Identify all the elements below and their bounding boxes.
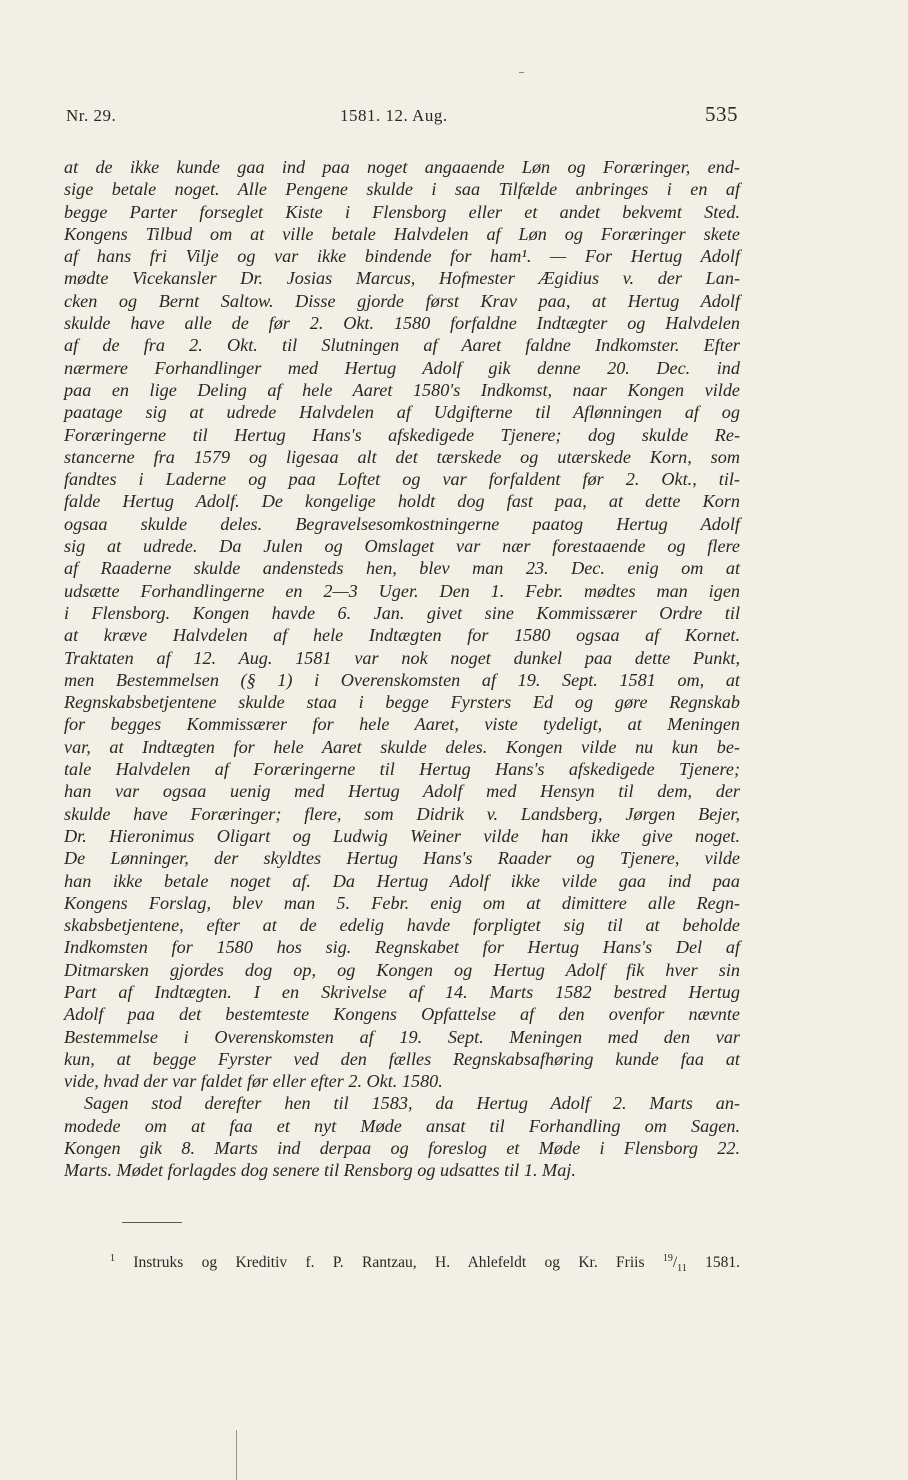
footnote-date-sup: 19 [662,1252,673,1264]
text-line: at de ikke kunde gaa ind paa noget angaaende Løn og Foræringer, end- [64,157,740,177]
text-line: skulde have alle de før 2. Okt. 1580 forfaldne Indtægter og Halvdelen [64,313,740,334]
text-line: nærmere Forhandlinger med Hertug Adolf gik denne 20. Dec. ind [64,357,740,378]
text-line: for begges Kommissærer for hele Aaret, viste tydeligt, at Meningen [64,714,740,735]
text-line: af hans fri Vilje og var ikke bindende for ham¹. — For Hertug Adolf [64,246,740,267]
footnote-rule [122,1222,182,1223]
text-line: Kongens Forslag, blev man 5. Febr. enig om at dimittere alle Regn- [64,892,740,913]
top-mark [519,72,524,73]
text-line: udsætte Forhandlingerne en 2—3 Uger. Den 1. Febr. mødtes man igen [64,580,740,601]
text-line: Indkomsten for 1580 hos sig. Regnskabet for Hertug Hans's Del af [64,937,740,958]
footnote-marker: 1 [110,1252,115,1264]
text-line: af Raaderne skulde andensteds hen, blev man 23. Dec. enig om at [64,558,740,579]
page-edge [228,1430,237,1480]
text-line: Adolf paa det bestemteste Kongens Opfattelse af den ovenfor nævnte [64,1004,740,1025]
body-text [64,156,740,1182]
text-line: tale Halvdelen af Foræringerne til Hertug Hans's afskedigede Tjenere; [64,759,740,780]
text-line: sig at udrede. Da Julen og Omslaget var nær forestaaende og flere [64,536,740,557]
footnote-text: Instruks og Kreditiv f. P. Rantzau, H. Ahlefeldt og Kr. Friis [133,1254,663,1271]
footnote-year: 1581. [686,1254,741,1271]
text-line: paatage sig at udrede Halvdelen af Udgifterne til Aflønningen af og [64,402,740,423]
text-line: han var ogsaa uenig med Hertug Adolf med Hensyn til dem, der [64,781,740,802]
text-line: begge Parter forseglet Kiste i Flensborg eller et andet bekvemt Sted. [64,201,740,222]
document-number: Nr. 29. [66,106,117,125]
text-line: ogsaa skulde deles. Begravelsesomkostningerne paatog Hertug Adolf [64,513,740,534]
page-number: 535 [705,102,738,126]
running-header [66,102,738,134]
text-line: stancerne fra 1579 og ligesaa alt det tærskede og utærskede Korn, som [64,446,740,467]
text-line: cken og Bernt Saltow. Disse gjorde først Krav paa, at Hertug Adolf [64,290,740,311]
text-line: Regnskabsbetjentene skulde staa i begge Fyrsters Ed og gøre Regnskab [64,692,740,713]
text-line: Traktaten af 12. Aug. 1581 var nok noget dunkel paa dette Punkt, [64,647,740,668]
text-line: paa en lige Deling af hele Aaret 1580's Indkomst, naar Kongen vilde [64,379,740,400]
text-line: af de fra 2. Okt. til Slutningen af Aaret faldne Indkomster. Efter [64,335,740,356]
text-line: skabsbetjentene, efter at de edelig havde forpligtet sig til at beholde [64,915,740,936]
header-date: 1581. 12. Aug. [340,106,448,125]
text-line: modede om at faa et nyt Møde ansat til Forhandling om Sagen. [64,1115,740,1136]
text-line: i Flensborg. Kongen havde 6. Jan. givet sine Kommissærer Ordre til [64,602,740,623]
text-line: at kræve Halvdelen af hele Indtægten for 1580 ogsaa af Kornet. [64,625,740,646]
text-line: Bestemmelse i Overenskomsten af 19. Sept. Meningen med den var [64,1026,740,1047]
text-line: Kongen gik 8. Marts ind derpaa og foreslog et Møde i Flensborg 22. [64,1138,740,1159]
text-line: Part af Indtægten. I en Skrivelse af 14. Marts 1582 bestred Hertug [64,981,740,1002]
text-line: De Lønninger, der skyldtes Hertug Hans's Raader og Tjenere, vilde [64,848,740,869]
text-line: var, at Indtægten for hele Aaret skulde deles. Kongen vilde nu kun be- [64,736,740,757]
text-line: Dr. Hieronimus Oligart og Ludwig Weiner vilde han ikke give noget. [64,825,740,846]
text-line: skulde have Foræringer; flere, som Didrik v. Landsberg, Jørgen Bejer, [64,803,740,824]
text-line: sige betale noget. Alle Pengene skulde i saa Tilfælde anbringes i en af [64,179,740,200]
text-line: fandtes i Laderne og paa Loftet og var forfaldent før 2. Okt., til- [64,469,740,490]
text-line: han ikke betale noget af. Da Hertug Adolf ikke vilde gaa ind paa [64,870,740,891]
text-line: men Bestemmelsen (§ 1) i Overenskomsten af 19. Sept. 1581 om, at [64,669,740,690]
text-line: mødte Vicekansler Dr. Josias Marcus, Hofmester Ægidius v. der Lan- [64,268,740,289]
footnote: $^1$ Instruks og Kreditiv f. P. Rantzau, H. Ahlefeldt og Kr. Friis $^{19}/_{11}$ 1581. [110,1252,741,1275]
text-line: Ditmarsken gjordes dog op, og Kongen og Hertug Adolf fik hver sin [64,959,740,980]
text-line: Sagen stod derefter hen til 1583, da Hertug Adolf 2. Marts an- [84,1093,740,1114]
text-line: Kongens Tilbud om at ville betale Halvdelen af Løn og Foræringer skete [64,223,740,244]
text-line: Foræringerne til Hertug Hans's afskedigede Tjenere; dog skulde Re- [64,424,740,445]
footnote-date-sub: 11 [677,1263,687,1275]
text-line: Marts. Mødet forlagdes dog senere til Rensborg og udsattes til 1. Maj. [64,1160,576,1181]
text-line: kun, at begge Fyrster ved den fælles Regnskabsafhøring kunde faa at [64,1048,740,1069]
text-line: vide, hvad der var faldet før eller efter 2. Okt. 1580. [64,1071,443,1092]
text-line: falde Hertug Adolf. De kongelige holdt dog fast paa, at dette Korn [64,491,740,512]
